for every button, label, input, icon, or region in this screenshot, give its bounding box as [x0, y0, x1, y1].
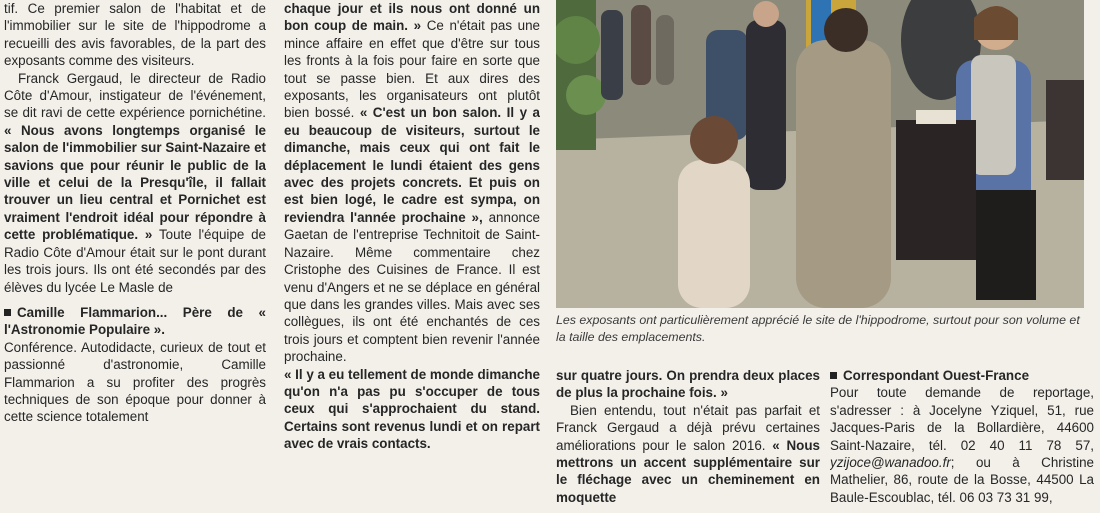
paragraph: [284, 0, 540, 366]
quote-text: « C'est un bon salon. Il y a eu beaucoup de visiteurs, surtout le dimanche, mais ceux qui ont fait le déplacement le lundi étaient des gens avec des projets concrets. Et puis on est bien logé, le cadre est sympa, on reviendra l'année prochaine »,: [284, 105, 540, 225]
paragraph-text: ; ou à Christine Mathelier, 86, route de la Bosse, 44500 La Baule-Escoublac, tél. 06 03 73 31 99,: [830, 455, 1094, 505]
paragraph: tif. Ce premier salon de l'habitat et de l'immobilier sur le site de l'hippodrome a recueilli des avis favorables, de la part des exposants comme des visiteurs.: [4, 1, 266, 69]
paragraph: [556, 402, 820, 506]
paragraph: Conférence. Autodidacte, curieux de tout et passionné d'astronomie, Camille Flammarion a su profiter des progrès techniques de son époque pour donner à cette science totalement: [4, 339, 266, 425]
paragraph-text: annonce Gaetan de l'entreprise Technitoit de Saint-Nazaire. Même commentaire chez Cristophe des Cuisines de France. Il est venu d'Angers et ne se déplace en général que dans les grandes villes. Mais avec ses collègues, ils ont été enchantés de ces trois jours et comptent bien revenir l'année prochaine.: [284, 209, 540, 365]
quote-text: « Il y a eu tellement de monde dimanche qu'on n'a pas pu s'occuper de tous ceux qui s'approchaient du stand. Certains sont revenus lundi et on repart avec de vrais contacts.: [284, 366, 540, 452]
quote-text: sur quatre jours. On prendra deux places de plus la prochaine fois. »: [556, 368, 820, 401]
section-heading: [830, 367, 1094, 384]
photo-caption: Les exposants ont particulièrement apprécié le site de l'hippodrome, surtout pour son volume et la taille des emplacements.: [556, 313, 1080, 344]
paragraph: [556, 367, 820, 402]
section-heading-text: Camille Flammarion... Père de « l'Astronomie Populaire ».: [4, 304, 266, 338]
square-bullet-icon: [4, 309, 11, 316]
paragraph: [4, 70, 266, 296]
square-bullet-icon: [830, 372, 837, 379]
quote-text: chaque jour et ils nous ont donné un bon coup de main. »: [284, 1, 540, 34]
article-column-4: [830, 367, 1094, 506]
article-column-1: [4, 0, 266, 426]
paragraph: [830, 384, 1094, 506]
quote-text: « Nous avons longtemps organisé le salon de l'immobilier sur Saint-Nazaire et savions que pour réunir le public de la ville et celui de la Presqu'île, il fallait trouver un lieu central et Pornichet est vraiment l'endroit idéal pour répondre à cette problématique. »: [4, 122, 266, 243]
photo-illustration: [556, 0, 1084, 308]
paragraph: [284, 366, 540, 453]
section-heading: [4, 304, 266, 339]
paragraph-text: Bien entendu, tout n'était pas parfait et Franck Gergaud a déjà prévu certaines améliorations pour le salon 2016.: [556, 402, 820, 453]
quote-text: « Nous mettrons un accent supplémentaire sur le fléchage avec un cheminement en moquette: [556, 437, 820, 505]
email-address: yzijoce@wanadoo.fr: [830, 455, 951, 471]
salon-photo: [556, 0, 1084, 308]
paragraph-text: Ce n'était pas une mince affaire en effet que d'être sur tous les fronts à la fois pour faire en sorte que tout se passe bien. Et aux dires des exposants, les organisateurs ont plutôt bien bossé.: [284, 18, 540, 121]
paragraph-text: Pour toute demande de reportage, s'adresser : à Jocelyne Yziquel, 51, rue Jacques-Paris de la Bollardière, 44600 Saint-Nazaire, tél. 02 40 11 78 57,: [830, 385, 1094, 453]
paragraph-text: Toute l'équipe de Radio Côte d'Amour était sur le pont durant les trois jours. Ils ont été secondés par des élèves du lycée Le Masle de: [4, 227, 266, 295]
paragraph-text: Franck Gergaud, le directeur de Radio Côte d'Amour, instigateur de l'événement, se dit ravi de cette expérience pornichétine.: [4, 70, 266, 121]
section-heading-text: Correspondant Ouest-France: [843, 368, 1030, 383]
article-column-3: [556, 367, 820, 506]
article-column-2: [284, 0, 540, 453]
